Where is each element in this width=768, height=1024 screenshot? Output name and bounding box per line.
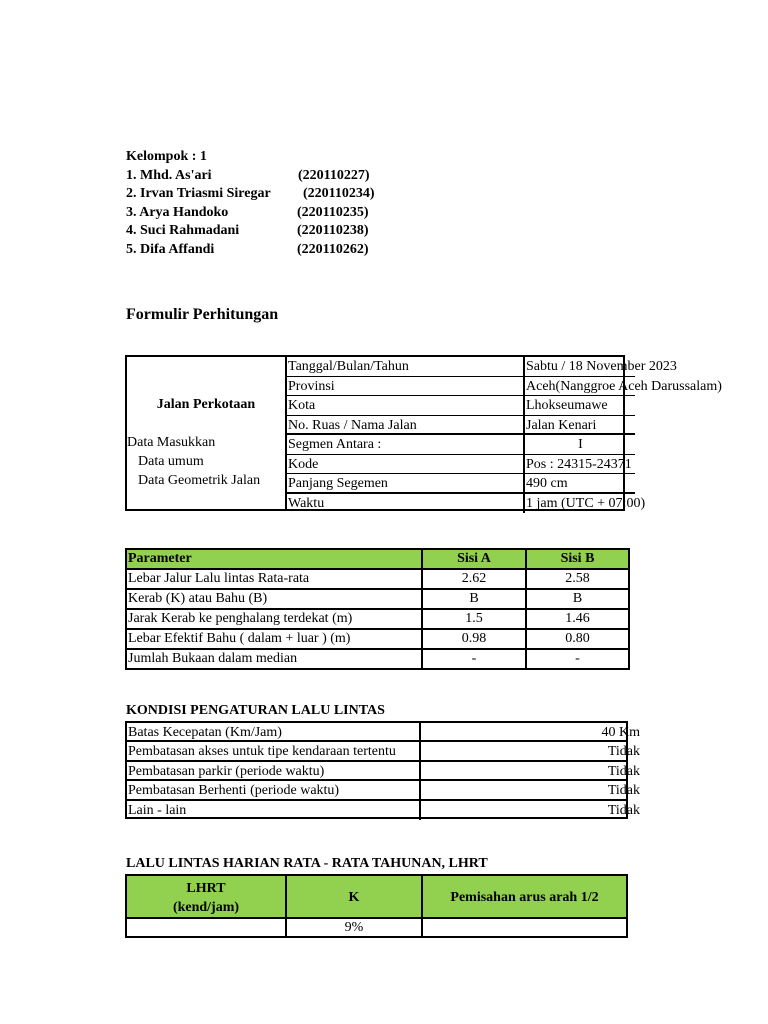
condition-value-cell — [421, 742, 640, 760]
param-side-a: 0.98 — [422, 629, 526, 649]
header-side-b: Sisi B — [526, 549, 629, 569]
condition-value-cell — [421, 762, 640, 779]
param-side-b: 2.58 — [526, 569, 629, 589]
condition-label: Pembatasan Berhenti (periode waktu) — [127, 781, 421, 798]
param-side-b: B — [526, 589, 629, 609]
info-table — [125, 355, 722, 511]
member-row — [126, 241, 369, 260]
info-value: Pos : 24315-24371 — [525, 455, 635, 475]
table-row — [127, 723, 640, 742]
lhrt-header — [127, 876, 287, 919]
param-label: Jumlah Bukaan dalam median — [126, 649, 422, 669]
parameter-table — [125, 548, 630, 670]
param-side-b: 1.46 — [526, 609, 629, 629]
param-label: Lebar Efektif Bahu ( dalam + luar ) (m) — [126, 629, 422, 649]
condition-value-cell — [421, 801, 640, 820]
geometric-data-label: Data Geometrik Jalan — [138, 473, 261, 488]
member-row — [126, 185, 375, 204]
member-row — [126, 167, 370, 186]
info-value: Sabtu / 18 November 2023 — [525, 357, 635, 377]
lhrt-title: LALU LINTAS HARIAN RATA - RATA TAHUNAN, LHRT — [126, 856, 488, 871]
traffic-control-title: KONDISI PENGATURAN LALU LINTAS — [126, 703, 385, 718]
condition-value: Tidak — [607, 763, 640, 779]
member-name: 5. Difa Affandi — [126, 241, 215, 257]
condition-value: Tidak — [607, 783, 640, 799]
member-name: 4. Suci Rahmadani — [126, 223, 240, 239]
form-title: Formulir Perhitungan — [126, 306, 279, 323]
param-side-a: 2.62 — [422, 569, 526, 589]
table-row — [127, 762, 640, 781]
k-header: K — [287, 876, 423, 919]
info-value: Jalan Kenari — [525, 416, 635, 436]
member-row — [126, 204, 369, 223]
member-nim: (220110234) — [303, 186, 375, 202]
info-label: No. Ruas / Nama Jalan — [287, 416, 525, 436]
traffic-control-table — [125, 721, 640, 819]
lhrt-header-line2: (kend/jam) — [172, 900, 240, 915]
split-header: Pemisahan arus arah 1/2 — [423, 876, 626, 919]
group-members — [126, 148, 375, 260]
table-row — [126, 649, 629, 669]
info-value: Aceh(Nanggroe Aceh Darussalam) — [525, 377, 635, 397]
table-row — [127, 781, 640, 800]
header-parameter: Parameter — [126, 549, 422, 569]
split-value — [423, 919, 626, 936]
table-row — [126, 609, 629, 629]
info-left-column — [127, 357, 287, 509]
param-label: Lebar Jalur Lalu lintas Rata-rata — [126, 569, 422, 589]
info-value: 1 jam (UTC + 07:00) — [526, 495, 646, 511]
param-side-a: - — [422, 649, 526, 669]
info-label: Kode — [287, 455, 525, 475]
member-nim: (220110227) — [298, 167, 370, 183]
param-side-b: 0.80 — [526, 629, 629, 649]
info-label: Waktu — [287, 494, 525, 514]
member-nim: (220110235) — [297, 204, 369, 220]
table-row — [126, 629, 629, 649]
member-nim: (220110262) — [297, 241, 369, 257]
param-side-b: - — [526, 649, 629, 669]
condition-label: Lain - lain — [127, 801, 421, 820]
data-input-label: Data Masukkan — [127, 435, 216, 450]
info-label: Provinsi — [287, 377, 525, 397]
condition-value-cell — [421, 781, 640, 799]
condition-label: Batas Kecepatan (Km/Jam) — [127, 723, 421, 740]
info-label: Kota — [287, 396, 525, 416]
header-side-a: Sisi A — [422, 549, 526, 569]
table-row — [127, 801, 640, 820]
table-row — [127, 742, 640, 761]
table-row — [126, 589, 629, 609]
condition-value: Tidak — [607, 802, 640, 818]
member-row — [126, 222, 369, 241]
info-value: I — [525, 435, 635, 455]
param-label: Jarak Kerab ke penghalang terdekat (m) — [126, 609, 422, 629]
group-label: Kelompok : 1 — [126, 149, 207, 164]
road-type-title: Jalan Perkotaan — [156, 397, 256, 412]
condition-value: 40 Km — [601, 725, 640, 740]
parameter-header-row — [126, 549, 629, 569]
member-name: 2. Irvan Triasmi Siregar — [126, 186, 271, 202]
param-side-a: 1.5 — [422, 609, 526, 629]
table-row — [126, 569, 629, 589]
lhrt-header-line1: LHRT — [186, 881, 226, 896]
member-name: 1. Mhd. As'ari — [126, 167, 212, 183]
param-side-a: B — [422, 589, 526, 609]
condition-value: Tidak — [607, 744, 640, 760]
param-label: Kerab (K) atau Bahu (B) — [126, 589, 422, 609]
condition-label: Pembatasan parkir (periode waktu) — [127, 762, 421, 779]
info-value: 490 cm — [525, 474, 635, 494]
info-label: Segmen Antara : — [287, 435, 525, 455]
lhrt-table — [125, 874, 628, 938]
member-name: 3. Arya Handoko — [126, 204, 229, 220]
k-value: 9% — [287, 919, 423, 936]
member-nim: (220110238) — [297, 223, 369, 239]
info-value: Lhokseumawe — [525, 396, 635, 416]
general-data-label: Data umum — [138, 454, 204, 469]
lhrt-value — [127, 919, 287, 936]
condition-value-cell — [421, 723, 640, 740]
info-label: Tanggal/Bulan/Tahun — [287, 357, 525, 377]
info-label: Panjang Segemen — [287, 474, 525, 494]
condition-label: Pembatasan akses untuk tipe kendaraan tertentu — [127, 742, 421, 759]
